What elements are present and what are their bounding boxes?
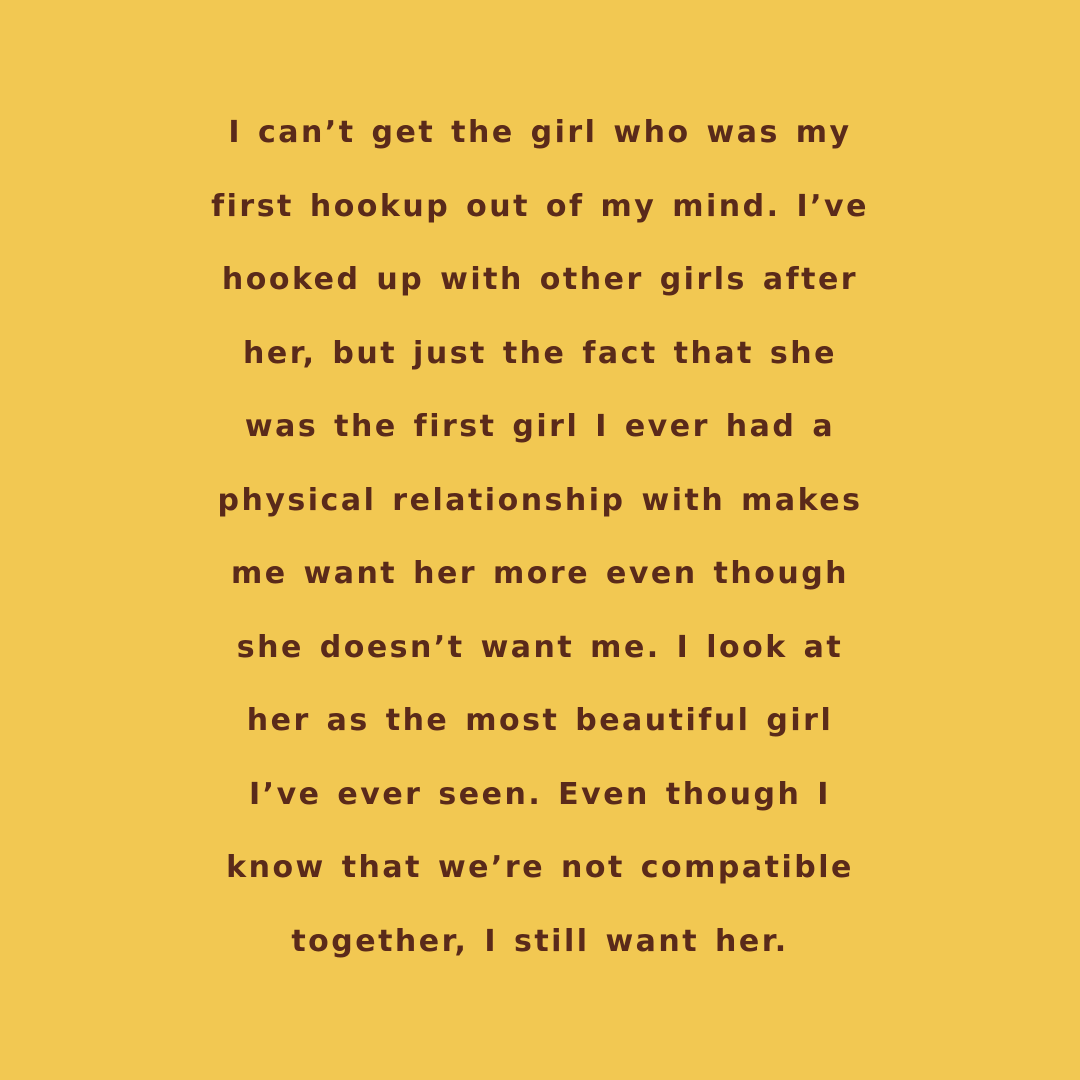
- text-line: together, I still want her.: [291, 923, 789, 959]
- text-line: physical relationship with makes: [217, 482, 863, 518]
- text-line: first hookup out of my mind. I’ve: [211, 188, 869, 224]
- text-line: know that we’re not compatible: [226, 850, 854, 885]
- text-line: I’ve ever seen. Even though I: [249, 776, 831, 812]
- text-line: she doesn’t want me. I look at: [236, 629, 844, 665]
- text-line: her, but just the fact that she: [243, 335, 837, 371]
- confession-text: [0, 96, 1080, 978]
- text-line: me want her more even though: [230, 556, 850, 591]
- text-line: hooked up with other girls after: [221, 262, 859, 297]
- text-line: I can’t get the girl who was my: [228, 115, 852, 150]
- text-line: was the first girl I ever had a: [244, 409, 836, 444]
- text-line: her as the most beautiful girl: [246, 703, 834, 738]
